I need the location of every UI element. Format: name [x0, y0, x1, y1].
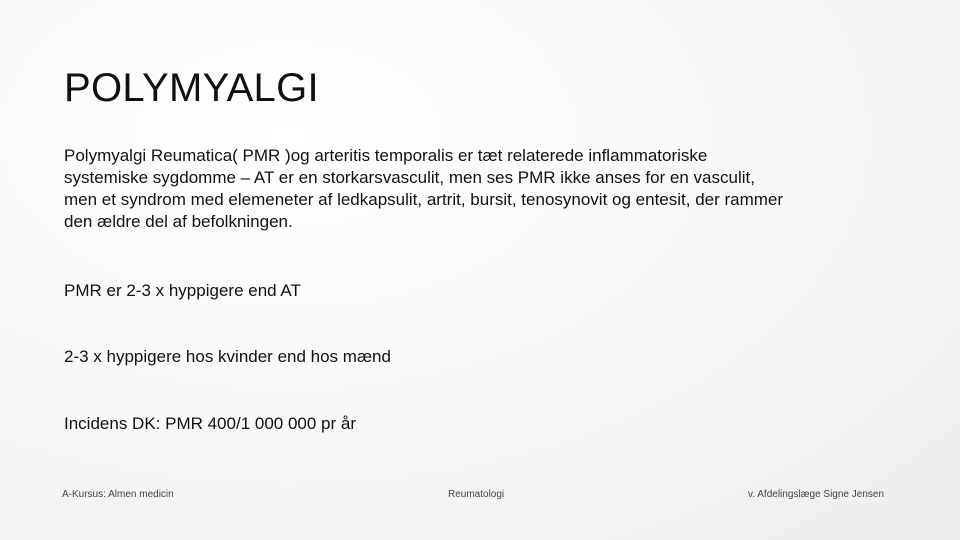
footer-topic: Reumatologi — [448, 489, 505, 500]
slide-title: POLYMYALGI — [64, 66, 319, 110]
point-incidence: Incidens DK: PMR 400/1 000 000 pr år — [64, 414, 356, 433]
footer-course: A-Kursus: Almen medicin — [62, 489, 174, 500]
intro-paragraph: Polymyalgi Reumatica( PMR )og arteritis temporalis er tæt relaterede inflammatoriske systemiske sygdomme – AT er en storkarsvasculit, men ses PMR ikke anses for en vasculit, men et syndrom med elemeneter af ledkapsulit, artrit, bursit, tenosynovit og entesit, der rammer den ældre del af befolkningen. — [64, 146, 784, 231]
footer-presenter: v. Afdelingslæge Signe Jensen — [748, 489, 885, 500]
point-gender-ratio: 2-3 x hyppigere hos kvinder end hos mænd — [64, 347, 391, 366]
point-prevalence-vs-at: PMR er 2-3 x hyppigere end AT — [64, 281, 301, 300]
